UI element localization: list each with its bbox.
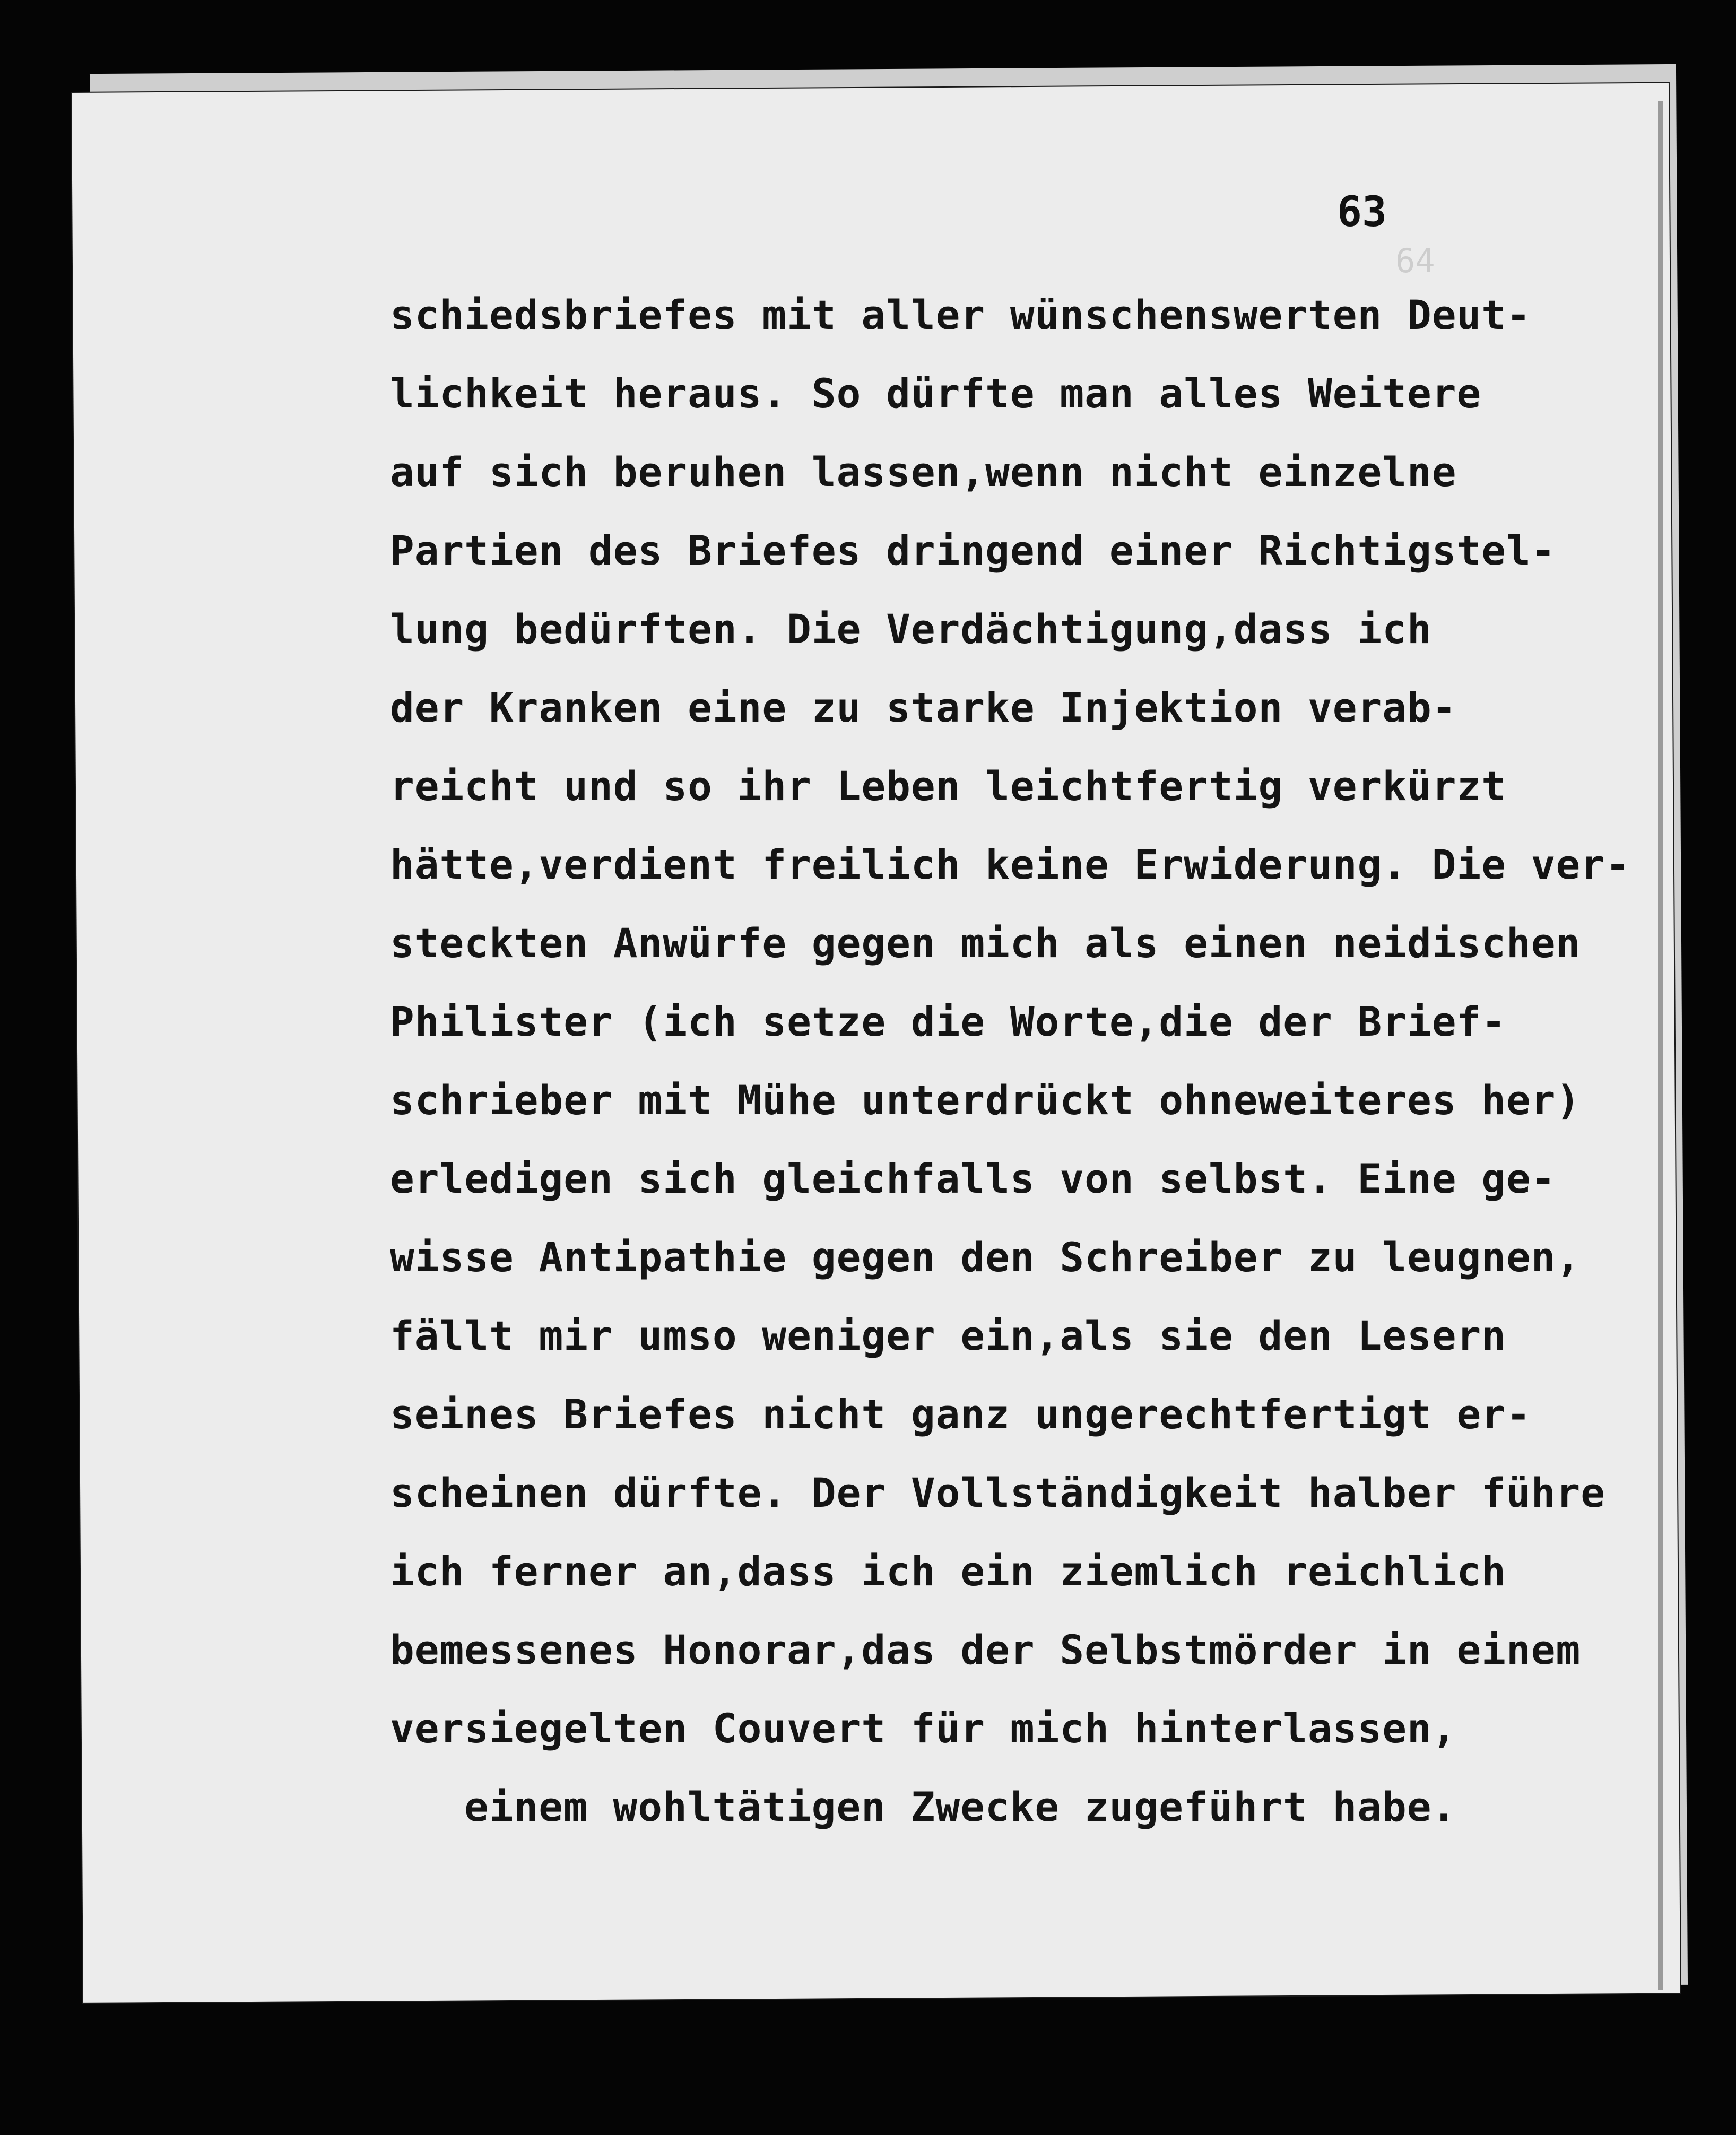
text-line: einem wohltätigen Zwecke zugeführt habe. xyxy=(464,1783,1457,1830)
text-line: steckten Anwürfe gegen mich als einen neidischen xyxy=(390,919,1581,967)
text-line: versiegelten Couvert für mich hinterlassen, xyxy=(390,1705,1457,1752)
text-line: schrieber mit Mühe unterdrückt ohneweiteres her) xyxy=(390,1077,1581,1124)
text-line: lichkeit heraus. So dürfte man alles Weitere xyxy=(390,370,1482,417)
text-line: Partien des Briefes dringend einer Richtigstel- xyxy=(390,527,1556,574)
text-line: fällt mir umso weniger ein,als sie den Lesern xyxy=(390,1312,1507,1359)
text-line: erledigen sich gleichfalls von selbst. Eine ge- xyxy=(390,1155,1556,1202)
text-line: hätte,verdient freilich keine Erwiderung. Die ver- xyxy=(390,841,1630,888)
text-line: reicht und so ihr Leben leichtfertig verkürzt xyxy=(390,762,1507,810)
text-line: seines Briefes nicht ganz ungerechtfertigt er- xyxy=(390,1391,1531,1438)
text-line: auf sich beruhen lassen,wenn nicht einzelne xyxy=(390,448,1457,496)
bleed-through-page-number: 64 xyxy=(1395,241,1435,280)
page-number: 63 xyxy=(1337,188,1387,236)
text-line: bemessenes Honorar,das der Selbstmörder in einem xyxy=(390,1626,1581,1673)
text-line: scheinen dürfte. Der Vollständigkeit halber führe xyxy=(390,1469,1606,1516)
text-line: schiedsbriefes mit aller wünschenswerten Deut- xyxy=(390,291,1531,339)
text-line: wisse Antipathie gegen den Schreiber zu leugnen, xyxy=(390,1234,1581,1281)
typed-text-block xyxy=(390,276,1690,1846)
text-line: ich ferner an,dass ich ein ziemlich reichlich xyxy=(390,1548,1507,1595)
text-line: lung bedürften. Die Verdächtigung,dass ich xyxy=(390,605,1432,653)
text-line: der Kranken eine zu starke Injektion verab- xyxy=(390,684,1457,731)
text-line: Philister (ich setze die Worte,die der Brief- xyxy=(390,998,1507,1045)
